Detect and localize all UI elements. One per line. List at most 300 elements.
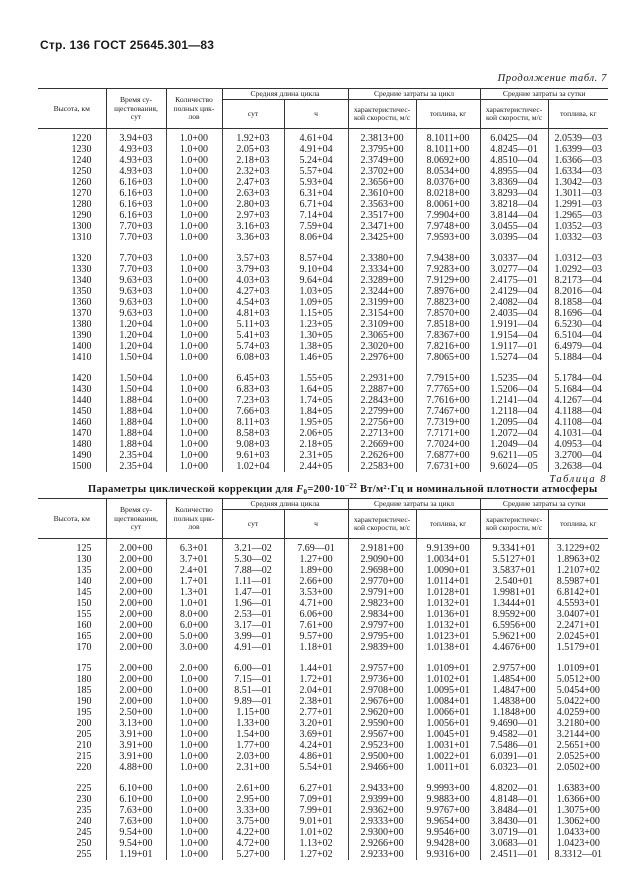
hours-cell: 1.38+05 — [284, 341, 348, 352]
fuel-cell: 1.0056+01 — [416, 718, 480, 729]
hours-cell: 2.18+05 — [284, 439, 348, 450]
fuel-day-cell: 1.0423+00 — [548, 838, 608, 849]
hours-cell: 6.27+01 — [284, 783, 348, 794]
char-speed-cell: 2.9433+00 — [348, 783, 416, 794]
height-cell: 1480 — [71, 439, 92, 451]
lifetime-cell: 9.63+03 — [106, 308, 166, 319]
table-row — [38, 177, 608, 188]
char-speed-cell: 2.9770+00 — [348, 576, 416, 587]
table-row — [38, 783, 608, 794]
fuel-cell: 1.0066+01 — [416, 707, 480, 718]
row-group-gap — [38, 363, 608, 373]
hours-cell: 6.06+00 — [284, 609, 348, 620]
char-speed-cell: 2.3109+00 — [348, 319, 416, 330]
fuel-cell: 7.8570+00 — [416, 308, 480, 319]
lifetime-cell: 1.50+04 — [106, 373, 166, 384]
fuel-cell: 9.9993+00 — [416, 783, 480, 794]
days-cell: 5.30—02 — [222, 554, 284, 565]
days-cell: 1.54+00 — [222, 729, 284, 740]
days-cell: 3.21—02 — [222, 539, 284, 555]
fuel-day-cell: 1.0292—03 — [548, 264, 608, 275]
fuel-cell: 9.9139+00 — [416, 539, 480, 555]
height-cell: 1490 — [71, 450, 92, 462]
table-row — [38, 718, 608, 729]
fuel-cell: 7.9748+00 — [416, 221, 480, 232]
caption-value: =200·10 — [307, 484, 346, 495]
fuel-cell: 7.7915+00 — [416, 373, 480, 384]
col-height: Высота, км — [38, 89, 106, 129]
hours-cell: 9.57+00 — [284, 631, 348, 642]
table-7 — [38, 88, 608, 472]
height-cell: 215 — [76, 751, 92, 763]
char-speed-day-cell: 1.4847+00 — [480, 685, 548, 696]
gap-cell — [548, 243, 608, 253]
cycle-count-cell: 1.0+00 — [166, 685, 222, 696]
char-speed-cell: 2.9523+00 — [348, 740, 416, 751]
hours-cell: 1.74+05 — [284, 395, 348, 406]
days-cell: 2.61+00 — [222, 783, 284, 794]
fuel-day-cell: 3.2638—04 — [548, 461, 608, 472]
char-speed-day-cell: 5.9621+00 — [480, 631, 548, 642]
table-row — [38, 707, 608, 718]
days-cell: 8.11+03 — [222, 417, 284, 428]
hours-cell: 1.89+00 — [284, 565, 348, 576]
fuel-day-cell: 8.5987+01 — [548, 576, 608, 587]
hours-cell: 8.06+04 — [284, 232, 348, 243]
col-group-day-cost: Средние затраты за сутки — [480, 89, 608, 100]
hours-cell: 7.61+00 — [284, 620, 348, 631]
fuel-day-cell: 5.0422+00 — [548, 696, 608, 707]
hours-cell: 1.84+05 — [284, 406, 348, 417]
lifetime-cell: 1.88+04 — [106, 439, 166, 450]
char-speed-day-cell: 8.9592+00 — [480, 609, 548, 620]
lifetime-cell: 4.93+03 — [106, 166, 166, 177]
col-group-day-cost: Средние затраты за сутки — [480, 499, 608, 510]
char-speed-cell: 2.2843+00 — [348, 395, 416, 406]
col-group-cycle-cost: Средние затраты за цикл — [348, 499, 480, 510]
cycle-count-cell: 1.0+00 — [166, 417, 222, 428]
lifetime-cell: 1.19+01 — [106, 849, 166, 860]
days-cell: 4.54+03 — [222, 297, 284, 308]
table-row — [38, 450, 608, 461]
char-speed-day-cell: 3.0683—01 — [480, 838, 548, 849]
cycle-count-cell: 1.0+00 — [166, 352, 222, 363]
height-cell: 245 — [76, 827, 92, 839]
char-speed-cell: 2.9736+00 — [348, 674, 416, 685]
fuel-day-cell: 2.5651+00 — [548, 740, 608, 751]
table-row — [38, 210, 608, 221]
height-cell: 210 — [76, 740, 92, 752]
col-cycle-count: Количество полных цик- лов — [166, 89, 222, 129]
height-cell: 1230 — [71, 144, 92, 156]
table-row — [38, 341, 608, 352]
cycle-count-cell: 2.4+01 — [166, 565, 222, 576]
char-speed-cell: 2.9791+00 — [348, 587, 416, 598]
days-cell: 3.33+00 — [222, 805, 284, 816]
char-speed-cell: 2.2713+00 — [348, 428, 416, 439]
lifetime-cell: 7.63+00 — [106, 805, 166, 816]
days-cell: 1.96—01 — [222, 598, 284, 609]
cycle-count-cell: 1.0+00 — [166, 816, 222, 827]
height-cell: 160 — [76, 620, 92, 632]
fuel-cell: 8.1011+00 — [416, 144, 480, 155]
cycle-count-cell: 1.0+00 — [166, 199, 222, 210]
days-cell: 9.08+03 — [222, 439, 284, 450]
lifetime-cell: 4.88+00 — [106, 762, 166, 773]
table-row — [38, 827, 608, 838]
days-cell: 6.83+03 — [222, 384, 284, 395]
gap-cell — [222, 773, 284, 783]
lifetime-cell: 9.63+03 — [106, 275, 166, 286]
char-speed-cell: 2.2931+00 — [348, 373, 416, 384]
gap-cell — [548, 363, 608, 373]
gap-cell — [284, 773, 348, 783]
fuel-day-cell: 2.0525+00 — [548, 751, 608, 762]
days-cell: 1.92+03 — [222, 129, 284, 145]
fuel-day-cell: 5.1684—04 — [548, 384, 608, 395]
char-speed-day-cell: 1.2072—04 — [480, 428, 548, 439]
height-cell: 175 — [76, 663, 92, 675]
hours-cell: 1.95+05 — [284, 417, 348, 428]
gap-cell — [348, 243, 416, 253]
table-row — [38, 439, 608, 450]
col-group-cycle-cost: Средние затраты за цикл — [348, 89, 480, 100]
days-cell: 3.36+03 — [222, 232, 284, 243]
table-row — [38, 373, 608, 384]
fuel-day-cell: 2.0539—03 — [548, 129, 608, 145]
char-speed-day-cell: 9.4582—01 — [480, 729, 548, 740]
char-speed-cell: 2.9839+00 — [348, 642, 416, 653]
char-speed-day-cell: 4.8148—01 — [480, 794, 548, 805]
fuel-cell: 1.0114+01 — [416, 576, 480, 587]
char-speed-day-cell: 1.3444+01 — [480, 598, 548, 609]
height-cell: 250 — [76, 838, 92, 850]
fuel-cell: 1.0011+01 — [416, 762, 480, 773]
lifetime-cell: 1.20+04 — [106, 330, 166, 341]
cycle-count-cell: 1.0+00 — [166, 696, 222, 707]
fuel-day-cell: 1.3075+00 — [548, 805, 608, 816]
fuel-cell: 8.0692+00 — [416, 155, 480, 166]
char-speed-cell: 2.9300+00 — [348, 827, 416, 838]
lifetime-cell: 9.54+00 — [106, 827, 166, 838]
fuel-day-cell: 4.1267—04 — [548, 395, 608, 406]
char-speed-day-cell: 1.9117—01 — [480, 341, 548, 352]
table-row — [38, 144, 608, 155]
hours-cell: 9.64+04 — [284, 275, 348, 286]
days-cell: 4.27+03 — [222, 286, 284, 297]
hours-cell: 1.55+05 — [284, 373, 348, 384]
char-speed-day-cell: 6.0425—04 — [480, 129, 548, 145]
height-cell: 180 — [76, 674, 92, 686]
char-speed-day-cell: 1.4838+00 — [480, 696, 548, 707]
col-fuel-day: топлива, кг — [548, 510, 608, 539]
table-row — [38, 587, 608, 598]
lifetime-cell: 6.16+03 — [106, 210, 166, 221]
char-speed-cell: 2.3065+00 — [348, 330, 416, 341]
char-speed-day-cell: 3.8430—01 — [480, 816, 548, 827]
days-cell: 2.80+03 — [222, 199, 284, 210]
char-speed-cell: 2.9181+00 — [348, 539, 416, 555]
hours-cell: 5.93+04 — [284, 177, 348, 188]
fuel-day-cell: 1.2107+02 — [548, 565, 608, 576]
table-row — [38, 609, 608, 620]
height-cell: 1360 — [71, 297, 92, 309]
cycle-count-cell: 1.0+00 — [166, 450, 222, 461]
hours-cell: 1.30+05 — [284, 330, 348, 341]
table-row — [38, 428, 608, 439]
fuel-day-cell: 4.0953—04 — [548, 439, 608, 450]
char-speed-cell: 2.3154+00 — [348, 308, 416, 319]
fuel-cell: 7.8823+00 — [416, 297, 480, 308]
fuel-cell: 1.0034+01 — [416, 554, 480, 565]
lifetime-cell: 1.50+04 — [106, 352, 166, 363]
table-row — [38, 565, 608, 576]
fuel-day-cell: 1.2991—03 — [548, 199, 608, 210]
lifetime-cell: 6.16+03 — [106, 199, 166, 210]
fuel-day-cell: 2.2471+01 — [548, 620, 608, 631]
days-cell: 1.47—01 — [222, 587, 284, 598]
gap-cell — [166, 363, 222, 373]
fuel-cell: 7.8216+00 — [416, 341, 480, 352]
char-speed-cell: 2.3425+00 — [348, 232, 416, 243]
height-cell: 185 — [76, 685, 92, 697]
height-cell: 1280 — [71, 199, 92, 211]
lifetime-cell: 3.91+00 — [106, 729, 166, 740]
lifetime-cell: 2.35+04 — [106, 461, 166, 472]
cycle-count-cell: 1.0+00 — [166, 762, 222, 773]
days-cell: 8.58+03 — [222, 428, 284, 439]
hours-cell: 7.59+04 — [284, 221, 348, 232]
table-row — [38, 297, 608, 308]
fuel-cell: 1.0138+01 — [416, 642, 480, 653]
hours-cell: 2.31+05 — [284, 450, 348, 461]
fuel-day-cell: 6.5230—04 — [548, 319, 608, 330]
days-cell: 2.03+00 — [222, 751, 284, 762]
lifetime-cell: 2.00+00 — [106, 696, 166, 707]
row-group-gap — [38, 773, 608, 783]
lifetime-cell: 2.00+00 — [106, 587, 166, 598]
days-cell: 4.81+03 — [222, 308, 284, 319]
hours-cell: 1.01+02 — [284, 827, 348, 838]
cycle-count-cell: 2.0+00 — [166, 663, 222, 674]
char-speed-cell: 2.9567+00 — [348, 729, 416, 740]
table-row — [38, 232, 608, 243]
char-speed-cell: 2.9834+00 — [348, 609, 416, 620]
cycle-count-cell: 1.0+01 — [166, 598, 222, 609]
hours-cell: 6.31+04 — [284, 188, 348, 199]
cycle-count-cell: 1.0+00 — [166, 838, 222, 849]
hours-cell: 2.38+01 — [284, 696, 348, 707]
table-row — [38, 384, 608, 395]
table-row — [38, 308, 608, 319]
table-row — [38, 762, 608, 773]
row-group-gap — [38, 243, 608, 253]
fuel-cell: 1.0128+01 — [416, 587, 480, 598]
hours-cell: 4.24+01 — [284, 740, 348, 751]
char-speed-cell: 2.9090+00 — [348, 554, 416, 565]
days-cell: 2.53—01 — [222, 609, 284, 620]
col-days: сут — [222, 100, 284, 129]
char-speed-day-cell: 1.5274—04 — [480, 352, 548, 363]
fuel-day-cell: 3.2700—04 — [548, 450, 608, 461]
table-row — [38, 221, 608, 232]
hours-cell: 4.86+01 — [284, 751, 348, 762]
gap-cell — [166, 773, 222, 783]
cycle-count-cell: 1.0+00 — [166, 188, 222, 199]
days-cell: 5.11+03 — [222, 319, 284, 330]
days-cell: 7.23+03 — [222, 395, 284, 406]
days-cell: 4.22+00 — [222, 827, 284, 838]
days-cell: 5.27+00 — [222, 849, 284, 860]
char-speed-day-cell: 1.2118—04 — [480, 406, 548, 417]
table-row — [38, 155, 608, 166]
cycle-count-cell: 1.0+00 — [166, 384, 222, 395]
table-8-label: Таблица 8 — [549, 474, 607, 485]
col-fuel-day: топлива, кг — [548, 100, 608, 129]
cycle-count-cell: 1.0+00 — [166, 805, 222, 816]
lifetime-cell: 2.00+00 — [106, 576, 166, 587]
hours-cell: 9.01+01 — [284, 816, 348, 827]
fuel-cell: 1.0109+01 — [416, 663, 480, 674]
days-cell: 1.15+00 — [222, 707, 284, 718]
height-cell: 240 — [76, 816, 92, 828]
cycle-count-cell: 1.0+00 — [166, 439, 222, 450]
char-speed-day-cell: 5.5127+01 — [480, 554, 548, 565]
height-cell: 1420 — [71, 373, 92, 385]
table-row — [38, 729, 608, 740]
height-cell: 1500 — [71, 461, 92, 473]
height-cell: 200 — [76, 718, 92, 730]
height-cell: 125 — [76, 543, 92, 555]
days-cell: 6.00—01 — [222, 663, 284, 674]
cycle-count-cell: 1.0+00 — [166, 674, 222, 685]
col-char-speed: характеристичес- кой скорости, м/с — [348, 510, 416, 539]
fuel-day-cell: 1.6399—03 — [548, 144, 608, 155]
fuel-day-cell: 6.4979—04 — [548, 341, 608, 352]
fuel-cell: 7.6877+00 — [416, 450, 480, 461]
char-speed-cell: 2.3563+00 — [348, 199, 416, 210]
days-cell: 8.51—01 — [222, 685, 284, 696]
cycle-count-cell: 5.0+00 — [166, 631, 222, 642]
gap-cell — [348, 653, 416, 663]
cycle-count-cell: 1.0+00 — [166, 783, 222, 794]
gap-cell — [106, 653, 166, 663]
cycle-count-cell: 1.0+00 — [166, 308, 222, 319]
fuel-day-cell: 1.6334—03 — [548, 166, 608, 177]
cycle-count-cell: 1.0+00 — [166, 751, 222, 762]
table-row — [38, 740, 608, 751]
char-speed-cell: 2.9620+00 — [348, 707, 416, 718]
char-speed-day-cell: 1.5235—04 — [480, 373, 548, 384]
gap-cell — [166, 243, 222, 253]
hours-cell: 2.77+01 — [284, 707, 348, 718]
col-lifetime: Время су- ществования, сут — [106, 499, 166, 539]
hours-cell: 4.61+04 — [284, 129, 348, 145]
lifetime-cell: 2.00+00 — [106, 642, 166, 653]
lifetime-cell: 2.00+00 — [106, 674, 166, 685]
fuel-cell: 8.0534+00 — [416, 166, 480, 177]
height-cell: 230 — [76, 794, 92, 806]
lifetime-cell: 1.88+04 — [106, 428, 166, 439]
fuel-cell: 8.0218+00 — [416, 188, 480, 199]
hours-cell: 1.27+02 — [284, 849, 348, 860]
fuel-cell: 1.0022+01 — [416, 751, 480, 762]
gap-cell — [106, 243, 166, 253]
char-speed-cell: 2.3289+00 — [348, 275, 416, 286]
table-row — [38, 264, 608, 275]
hours-cell: 2.66+00 — [284, 576, 348, 587]
lifetime-cell: 1.88+04 — [106, 406, 166, 417]
char-speed-day-cell: 1.4854+00 — [480, 674, 548, 685]
cycle-count-cell: 1.0+00 — [166, 155, 222, 166]
caption-f-symbol: F — [296, 484, 304, 495]
fuel-cell: 7.7616+00 — [416, 395, 480, 406]
cycle-count-cell: 3.7+01 — [166, 554, 222, 565]
hours-cell: 7.09+01 — [284, 794, 348, 805]
lifetime-cell: 7.63+00 — [106, 816, 166, 827]
char-speed-cell: 2.9698+00 — [348, 565, 416, 576]
hours-cell: 1.64+05 — [284, 384, 348, 395]
lifetime-cell: 9.63+03 — [106, 286, 166, 297]
height-cell: 130 — [76, 554, 92, 566]
fuel-cell: 7.7319+00 — [416, 417, 480, 428]
fuel-day-cell: 8.2016—04 — [548, 286, 608, 297]
char-speed-cell: 2.2583+00 — [348, 461, 416, 472]
char-speed-cell: 2.2626+00 — [348, 450, 416, 461]
char-speed-day-cell: 3.8293—04 — [480, 188, 548, 199]
lifetime-cell: 2.00+00 — [106, 539, 166, 555]
fuel-cell: 7.7171+00 — [416, 428, 480, 439]
lifetime-cell: 4.93+03 — [106, 155, 166, 166]
hours-cell: 4.91+04 — [284, 144, 348, 155]
lifetime-cell: 6.10+00 — [106, 794, 166, 805]
table-row — [38, 406, 608, 417]
fuel-cell: 7.8976+00 — [416, 286, 480, 297]
cycle-count-cell: 1.0+00 — [166, 330, 222, 341]
table-8-caption — [88, 482, 598, 496]
fuel-cell: 7.8367+00 — [416, 330, 480, 341]
height-cell: 145 — [76, 587, 92, 599]
fuel-cell: 9.9428+00 — [416, 838, 480, 849]
lifetime-cell: 2.00+00 — [106, 565, 166, 576]
hours-cell: 3.20+01 — [284, 718, 348, 729]
caption-text-2: Вт/м²·Гц и номинальной плотности атмосферы — [357, 484, 598, 495]
height-cell: 1410 — [71, 352, 92, 364]
table-row — [38, 598, 608, 609]
table-row — [38, 642, 608, 653]
height-cell: 1300 — [71, 221, 92, 233]
height-cell: 1390 — [71, 330, 92, 342]
char-speed-cell: 2.9500+00 — [348, 751, 416, 762]
lifetime-cell: 1.50+04 — [106, 384, 166, 395]
char-speed-day-cell: 1.2049—04 — [480, 439, 548, 450]
fuel-day-cell: 8.1696—04 — [548, 308, 608, 319]
char-speed-day-cell: 1.2095—04 — [480, 417, 548, 428]
gap-cell — [38, 653, 106, 663]
lifetime-cell: 1.88+04 — [106, 417, 166, 428]
fuel-cell: 7.8065+00 — [416, 352, 480, 363]
cycle-count-cell: 1.0+00 — [166, 827, 222, 838]
gap-cell — [416, 243, 480, 253]
height-cell: 1340 — [71, 275, 92, 287]
char-speed-day-cell: 3.0395—04 — [480, 232, 548, 243]
table-row — [38, 663, 608, 674]
gap-cell — [480, 363, 548, 373]
days-cell: 2.31+00 — [222, 762, 284, 773]
cycle-count-cell: 1.0+00 — [166, 210, 222, 221]
char-speed-cell: 2.3517+00 — [348, 210, 416, 221]
col-group-cycle-length: Средняя длина цикла — [222, 89, 348, 100]
